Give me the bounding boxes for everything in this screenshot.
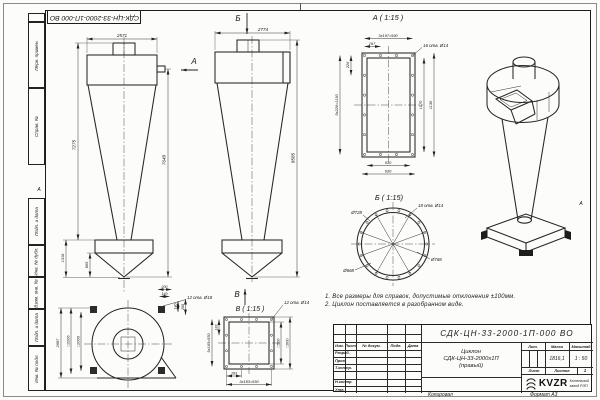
view-front-left <box>60 33 198 293</box>
rotated-stamp-code: СДК-ЦН-33-2000-1П-000 ВО <box>49 13 139 21</box>
product-name-line2: СДК-ЦН-33-2000х1П <box>443 355 499 362</box>
title-block <box>333 324 592 392</box>
row-tkontr: Т.контр. <box>335 364 352 370</box>
product-name-line1: Циклон <box>461 348 481 355</box>
flange-pad <box>158 367 165 374</box>
dim-scroll-sq-outer: □2206 <box>65 335 71 347</box>
margin-box-podp-data-1: Подп. и дата <box>28 198 45 245</box>
note-2: 2. Циклон поставляется в разобранном виде. <box>325 301 464 308</box>
dim-front-right-width: 2774 <box>257 27 269 32</box>
callout-b-dia-outer: Ø768 <box>431 257 442 262</box>
col-data: Дата <box>407 343 419 349</box>
view-isometric <box>481 57 571 256</box>
company-logo-text: KVZR <box>538 378 568 389</box>
row-nkontr: Н.контр. <box>335 379 353 385</box>
callout-b-holes: 18 отв. Ø14 <box>418 203 444 208</box>
dim-v-left-step: 183 <box>214 324 219 331</box>
scale-value: 1 : 50 <box>574 355 588 362</box>
view-arrow-v-label: В <box>234 290 240 299</box>
col-list: Лист <box>345 343 356 349</box>
doc-code: СДК-ЦН-33-2000-1П-000 ВО <box>440 329 574 338</box>
dim-a-top-total: 3х197=590 <box>378 32 398 38</box>
dim-scroll-side-outer: 200 <box>181 304 185 310</box>
dim-front-left-cone: 865 <box>84 261 89 269</box>
product-name <box>421 342 521 377</box>
dim-v-bottom-total: 3х183=550 <box>239 378 259 384</box>
zone-letter-right: А <box>579 201 583 207</box>
view-a-flange <box>334 13 449 174</box>
view-b-title: Б ( 1:15) <box>374 193 404 202</box>
callout-scroll-holes: 12 отв. Ø18 <box>187 295 213 300</box>
spring-logo-icon <box>525 376 537 391</box>
callout-b-dia-inner: Ø668 <box>343 268 354 273</box>
dim-scroll-top-outer: 200 <box>161 285 168 289</box>
base-foot <box>519 250 533 256</box>
dim-v-bottom-step: 183 <box>231 371 237 376</box>
scale-label: Масштаб <box>571 343 591 349</box>
dim-a-left-total: 5х226=1130 <box>334 94 339 116</box>
view-b-flange <box>342 193 444 286</box>
product-name-line3: (правый) <box>458 363 483 370</box>
dim-scroll-height: 2687 <box>55 338 60 348</box>
callout-v-holes: 12 отв. Ø14 <box>284 300 310 305</box>
dim-v-left-total: 3х183=550 <box>206 333 211 353</box>
row-razrab: Разраб. <box>335 350 350 356</box>
base-foot <box>481 230 487 240</box>
dim-a-right-inner: 1070 <box>418 100 423 110</box>
dim-v-sq-inner: □500 <box>275 338 281 348</box>
margin-box-inv-podl: Инв. № подл. <box>28 346 45 391</box>
notes <box>325 294 575 309</box>
dim-a-left-step: 226 <box>345 61 350 69</box>
flange-pad <box>90 306 97 313</box>
view-v-flange <box>206 300 310 386</box>
flange-pad <box>90 367 97 374</box>
view-arrow-a-label: А <box>191 57 197 66</box>
sheets-value: 1 <box>583 368 587 374</box>
company-name: Котельный завод РЭП <box>569 378 590 388</box>
note-1: 1. Все размеры для справок, допустимые отклонения ±100мм. <box>325 294 516 300</box>
dim-front-left-bunker: 1318 <box>60 253 65 263</box>
col-izm: Изм. <box>335 343 344 349</box>
view-scroll-top <box>55 285 213 388</box>
dim-a-right-outer: 1130 <box>428 100 433 110</box>
col-podp: Подп. <box>390 343 402 349</box>
dim-front-right-height: 8585 <box>290 152 296 164</box>
row-utv: Утв. <box>335 386 345 392</box>
sheets-label: Листов <box>554 368 570 374</box>
dim-a-bottom-outer: 630 <box>384 168 392 174</box>
row-prov: Пров. <box>335 357 346 363</box>
company-cell <box>521 374 593 393</box>
copied-label: Копировал <box>428 392 453 398</box>
mass-value: 1816,1 <box>549 355 565 362</box>
dim-a-bottom-inner: 530 <box>384 159 392 165</box>
dim-a-top-step: 197 <box>368 40 376 46</box>
margin-box-podp-data-2: Подп. и дата <box>28 309 45 346</box>
margin-box-perv-primen: Перв. примен. <box>28 22 45 88</box>
view-arrow-b-label: Б <box>235 14 241 23</box>
view-a-title: А ( 1:15 ) <box>372 13 404 22</box>
col-doc: № докум. <box>362 343 381 349</box>
dim-front-left-height: 7275 <box>71 139 77 151</box>
dim-front-left-width: 2571 <box>116 33 128 38</box>
zone-letter-left: А <box>37 187 41 193</box>
callout-a-holes: 16 отв. Ø14 <box>423 43 449 48</box>
lit-label: Лит. <box>528 343 538 349</box>
dim-v-sq-outer: □600 <box>284 338 290 348</box>
margin-box-vzam-inv: Взам. инв. № <box>28 277 45 309</box>
format-label: Формат А3 <box>530 392 558 398</box>
dim-scroll-sq-inner: □2000 <box>75 335 81 348</box>
dim-scroll-side-inner: 140 <box>173 303 178 310</box>
margin-box-inv-dubl: Инв. № дубл. <box>28 245 45 277</box>
view-front-right <box>215 13 300 305</box>
base-foot <box>565 230 571 240</box>
callout-b-dia-bolt: Ø728 <box>351 210 362 215</box>
flange-pad <box>158 306 165 313</box>
margin-box-sprav: Справ. № <box>28 88 45 165</box>
dim-scroll-top-inner: 140 <box>161 292 168 296</box>
sheet-label: Лист <box>528 368 540 374</box>
mass-label: Масса <box>551 343 563 349</box>
view-v-title: В ( 1:15 ) <box>235 306 265 313</box>
dim-front-left-height-right: 7649 <box>161 154 167 166</box>
